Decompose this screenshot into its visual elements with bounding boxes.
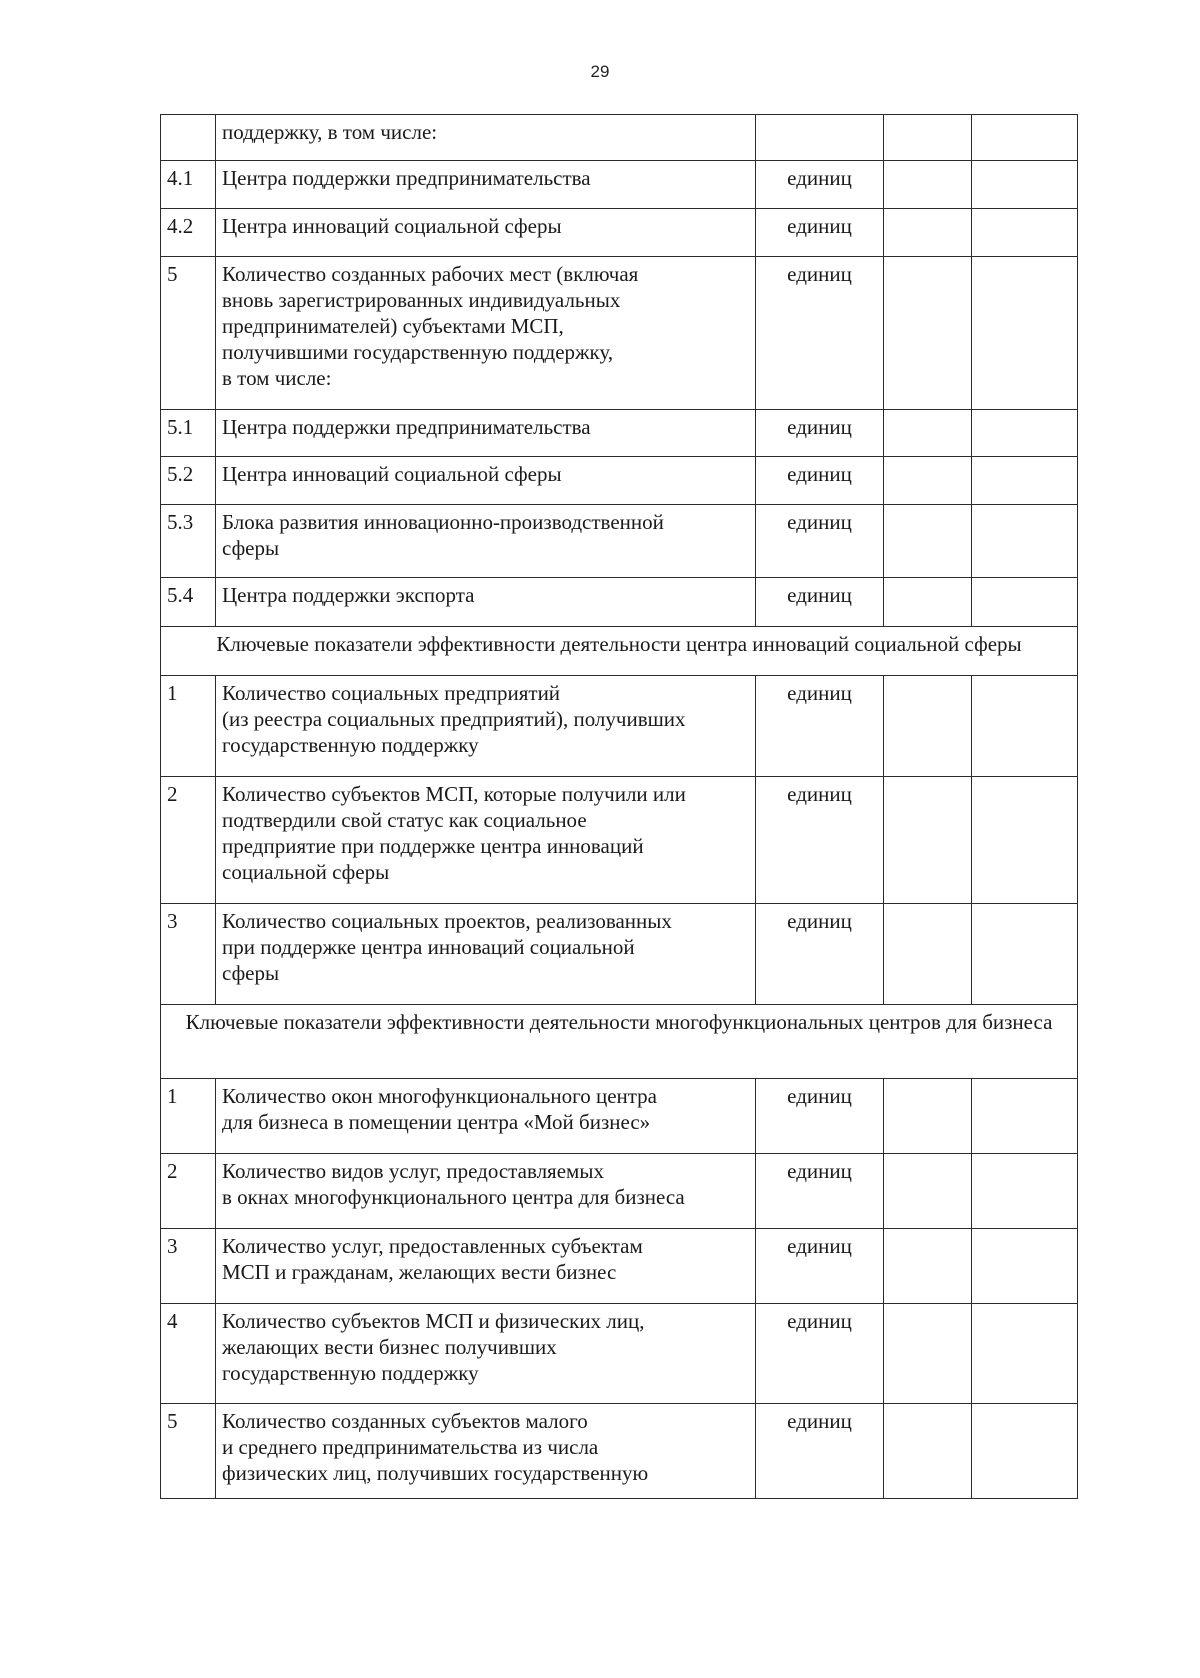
table-row — [161, 209, 1078, 257]
value-cell — [884, 777, 972, 904]
indicator-name: Количество окон многофункционального центра для бизнеса в помещении центра «Мой бизнес» — [222, 1084, 658, 1134]
table-row — [161, 676, 1078, 777]
value-cell — [884, 457, 972, 505]
unit-cell — [756, 115, 884, 161]
section-title: Ключевые показатели эффективности деятельности многофункциональных центров для бизнеса — [161, 1005, 1078, 1079]
unit-cell: единиц — [756, 777, 884, 904]
indicator-name: Центра инноваций социальной сферы — [222, 462, 562, 486]
section-header-row — [161, 627, 1078, 676]
indicator-name-cell — [216, 578, 756, 627]
indicator-name: Количество субъектов МСП, которые получили или подтвердили свой статус как социальное предприятие при поддержке центра инноваций социальной сферы — [222, 782, 686, 884]
row-number — [161, 115, 216, 161]
unit-cell: единиц — [756, 1079, 884, 1154]
row-number: 5.4 — [161, 578, 216, 627]
value-cell — [972, 257, 1078, 410]
indicator-name: Количество созданных субъектов малого и среднего предпринимательства из числа физических лиц, получивших государственную — [222, 1409, 649, 1485]
value-cell — [972, 161, 1078, 209]
indicator-name-cell — [216, 161, 756, 209]
indicator-name: Центра поддержки экспорта — [222, 583, 475, 607]
table-row — [161, 578, 1078, 627]
value-cell — [884, 410, 972, 457]
value-cell — [972, 578, 1078, 627]
table-row — [161, 1154, 1078, 1229]
row-number: 4.2 — [161, 209, 216, 257]
value-cell — [884, 1154, 972, 1229]
indicator-name-cell — [216, 257, 756, 410]
table-row — [161, 115, 1078, 161]
indicator-name-cell — [216, 1079, 756, 1154]
value-cell — [884, 904, 972, 1005]
row-number: 4 — [161, 1304, 216, 1404]
indicator-name: Количество социальных предприятий (из реестра социальных предприятий), получивших государственную поддержку — [222, 681, 686, 757]
indicator-name: Количество созданных рабочих мест (включая вновь зарегистрированных индивидуальных предпринимателей) субъектами МСП, получившими государственную поддержку, в том числе: — [222, 262, 639, 390]
indicator-name: поддержку, в том числе: — [222, 120, 438, 144]
unit-cell: единиц — [756, 505, 884, 578]
indicator-name: Блока развития инновационно-производственной сферы — [222, 510, 664, 560]
row-number: 5 — [161, 1404, 216, 1499]
row-number: 3 — [161, 904, 216, 1005]
indicators-table-body — [161, 115, 1078, 1499]
indicator-name: Количество видов услуг, предоставляемых в окнах многофункционального центра для бизнеса — [222, 1159, 685, 1209]
row-number: 3 — [161, 1229, 216, 1304]
table-row — [161, 1079, 1078, 1154]
value-cell — [884, 161, 972, 209]
indicator-name: Количество услуг, предоставленных субъектам МСП и гражданам, желающих вести бизнес — [222, 1234, 643, 1284]
value-cell — [884, 676, 972, 777]
indicator-name: Центра инноваций социальной сферы — [222, 214, 562, 238]
indicator-name-cell — [216, 505, 756, 578]
indicator-name-cell — [216, 457, 756, 505]
value-cell — [884, 115, 972, 161]
indicator-name-cell — [216, 1304, 756, 1404]
value-cell — [972, 505, 1078, 578]
value-cell — [972, 676, 1078, 777]
unit-cell: единиц — [756, 257, 884, 410]
unit-cell: единиц — [756, 676, 884, 777]
unit-cell: единиц — [756, 410, 884, 457]
value-cell — [884, 209, 972, 257]
indicator-name: Центра поддержки предпринимательства — [222, 415, 591, 439]
row-number: 1 — [161, 1079, 216, 1154]
value-cell — [972, 1154, 1078, 1229]
indicator-name: Количество субъектов МСП и физических лиц, желающих вести бизнес получивших государственную поддержку — [222, 1309, 645, 1385]
unit-cell: единиц — [756, 1229, 884, 1304]
unit-cell: единиц — [756, 161, 884, 209]
value-cell — [972, 410, 1078, 457]
value-cell — [972, 457, 1078, 505]
section-header-row — [161, 1005, 1078, 1079]
section-title: Ключевые показатели эффективности деятельности центра инноваций социальной сферы — [161, 627, 1078, 676]
indicator-name-cell — [216, 410, 756, 457]
row-number: 2 — [161, 777, 216, 904]
value-cell — [972, 1404, 1078, 1499]
value-cell — [972, 209, 1078, 257]
value-cell — [884, 578, 972, 627]
unit-cell: единиц — [756, 578, 884, 627]
table-row — [161, 457, 1078, 505]
indicator-name-cell — [216, 777, 756, 904]
unit-cell: единиц — [756, 1404, 884, 1499]
row-number: 5 — [161, 257, 216, 410]
table-row — [161, 1304, 1078, 1404]
value-cell — [972, 904, 1078, 1005]
value-cell — [972, 115, 1078, 161]
table-row — [161, 410, 1078, 457]
row-number: 5.2 — [161, 457, 216, 505]
table-row — [161, 1404, 1078, 1499]
table-row — [161, 904, 1078, 1005]
table-row — [161, 257, 1078, 410]
value-cell — [972, 1229, 1078, 1304]
indicator-name-cell — [216, 115, 756, 161]
table-row — [161, 505, 1078, 578]
table-row — [161, 1229, 1078, 1304]
unit-cell: единиц — [756, 1154, 884, 1229]
row-number: 2 — [161, 1154, 216, 1229]
indicator-name-cell — [216, 676, 756, 777]
value-cell — [884, 505, 972, 578]
value-cell — [972, 777, 1078, 904]
indicator-name: Количество социальных проектов, реализованных при поддержке центра инноваций социальной сферы — [222, 909, 672, 985]
indicator-name: Центра поддержки предпринимательства — [222, 166, 591, 190]
unit-cell: единиц — [756, 1304, 884, 1404]
indicator-name-cell — [216, 1404, 756, 1499]
value-cell — [972, 1304, 1078, 1404]
row-number: 1 — [161, 676, 216, 777]
value-cell — [884, 1404, 972, 1499]
row-number: 5.3 — [161, 505, 216, 578]
value-cell — [884, 1229, 972, 1304]
value-cell — [972, 1079, 1078, 1154]
row-number: 4.1 — [161, 161, 216, 209]
indicators-table — [160, 114, 1078, 1499]
page-number: 29 — [590, 62, 610, 81]
value-cell — [884, 257, 972, 410]
table-row — [161, 161, 1078, 209]
value-cell — [884, 1304, 972, 1404]
table-row — [161, 777, 1078, 904]
indicator-name-cell — [216, 904, 756, 1005]
row-number: 5.1 — [161, 410, 216, 457]
indicator-name-cell — [216, 209, 756, 257]
indicator-name-cell — [216, 1154, 756, 1229]
unit-cell: единиц — [756, 209, 884, 257]
unit-cell: единиц — [756, 457, 884, 505]
unit-cell: единиц — [756, 904, 884, 1005]
value-cell — [884, 1079, 972, 1154]
indicator-name-cell — [216, 1229, 756, 1304]
